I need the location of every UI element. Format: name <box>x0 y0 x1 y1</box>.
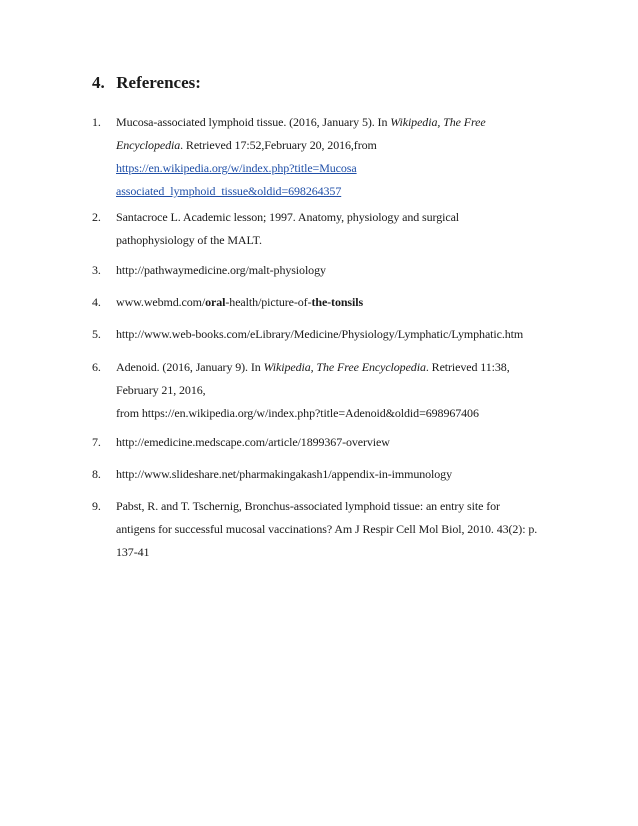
reference-number: 7. <box>92 435 101 449</box>
reference-text: . Retrieved 17:52,February 20, 2016,from <box>180 138 377 152</box>
reference-url: http://emedicine.medscape.com/article/1899367-overview <box>116 435 390 449</box>
reference-number: 3. <box>92 263 101 277</box>
reference-line: pathophysiology of the MALT. <box>116 233 262 247</box>
reference-item-6 <box>92 360 552 429</box>
reference-item-2 <box>92 210 552 256</box>
reference-line <box>116 115 552 138</box>
reference-italic-title: Wikipedia, The Free <box>390 115 486 129</box>
reference-number: 6. <box>92 360 101 374</box>
reference-item-8 <box>92 467 552 490</box>
reference-line: 137-41 <box>116 545 150 559</box>
reference-url: http://www.slideshare.net/pharmakingakash1/appendix-in-immunology <box>116 467 452 481</box>
reference-italic-title: Encyclopedia <box>116 138 181 152</box>
reference-item-4 <box>92 295 552 318</box>
reference-number: 8. <box>92 467 101 481</box>
reference-item-5 <box>92 327 552 350</box>
reference-line: antigens for successful mucosal vaccinations? Am J Respir Cell Mol Biol, 2010. 43(2): p. <box>116 522 538 536</box>
reference-link[interactable]: associated_lymphoid_tissue&oldid=698264357 <box>116 184 342 198</box>
url-part: www.webmd.com/ <box>116 295 206 309</box>
reference-number: 5. <box>92 327 101 341</box>
reference-number: 4. <box>92 295 101 309</box>
reference-text: Mucosa-associated lymphoid tissue. (2016, January 5). In <box>116 115 391 129</box>
reference-text: . Retrieved 11:38, <box>425 360 510 374</box>
heading-number: 4. <box>92 73 105 92</box>
reference-item-7 <box>92 435 552 458</box>
reference-line: Pabst, R. and T. Tschernig, Bronchus-associated lymphoid tissue: an entry site for <box>116 499 500 513</box>
reference-line: February 21, 2016, <box>116 383 206 397</box>
reference-line: Santacroce L. Academic lesson; 1997. Anatomy, physiology and surgical <box>116 210 460 224</box>
reference-item-3 <box>92 263 552 286</box>
reference-number: 2. <box>92 210 101 224</box>
reference-number: 9. <box>92 499 101 513</box>
heading-title: References: <box>116 73 201 92</box>
reference-number: 1. <box>92 115 101 129</box>
reference-url: http://www.web-books.com/eLibrary/Medicine/Physiology/Lymphatic/Lymphatic.htm <box>116 327 524 341</box>
url-part: -health/picture-of- <box>225 295 312 309</box>
reference-line <box>116 161 552 184</box>
reference-italic-title: Wikipedia, The Free Encyclopedia <box>263 360 426 374</box>
reference-line <box>116 138 552 161</box>
reference-url <box>116 295 552 318</box>
reference-item-9 <box>92 499 552 568</box>
reference-item-1 <box>92 115 552 207</box>
url-part-bold: the-tonsils <box>311 295 364 309</box>
url-part-bold: oral <box>205 295 226 309</box>
reference-line: from https://en.wikipedia.org/w/index.php?title=Adenoid&oldid=698967406 <box>116 406 479 420</box>
reference-text: Adenoid. (2016, January 9). In <box>116 360 264 374</box>
reference-link[interactable]: https://en.wikipedia.org/w/index.php?title=Mucosa <box>116 161 357 175</box>
reference-line <box>116 184 552 207</box>
reference-url: http://pathwaymedicine.org/malt-physiology <box>116 263 326 277</box>
reference-line <box>116 360 552 383</box>
references-heading <box>92 73 201 93</box>
